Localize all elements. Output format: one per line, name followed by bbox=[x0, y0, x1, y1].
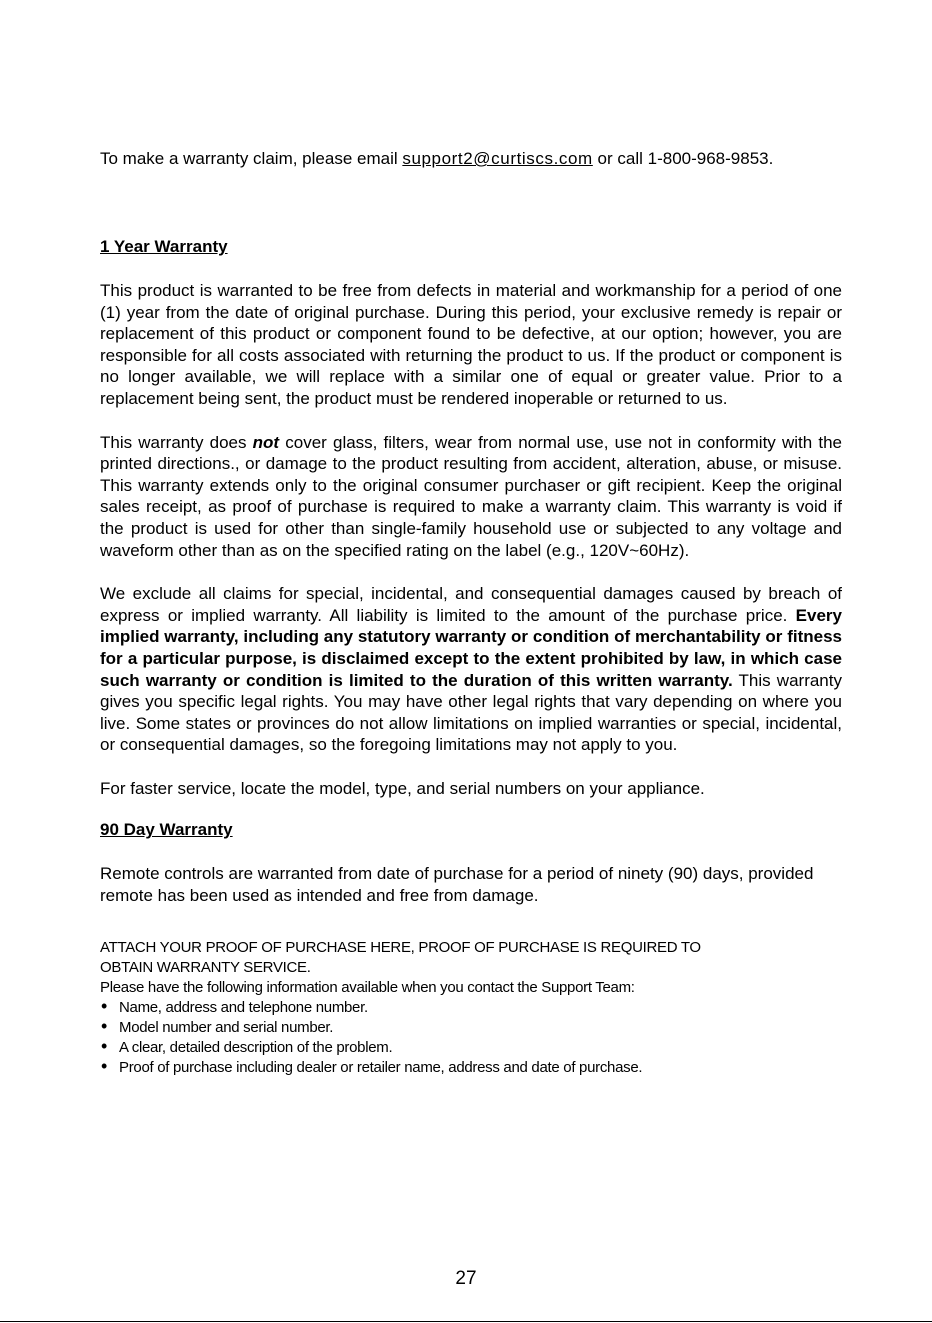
page-number: 27 bbox=[455, 1268, 477, 1289]
one-year-paragraph-2 bbox=[100, 432, 842, 562]
required-info-list bbox=[100, 998, 842, 1078]
warranty-contact-line bbox=[100, 148, 842, 170]
list-item: • A clear, detailed description of the problem. bbox=[100, 1038, 842, 1058]
list-item: • Model number and serial number. bbox=[100, 1018, 842, 1038]
contact-suffix: or call 1-800-968-9853. bbox=[592, 149, 774, 168]
para3-disclaimer-bold: Every implied warranty, including any statutory warranty or condition of merchantability or fitness for a particular purpose, is disclaimed except to the extent prohibited by law, in which case such warranty or condition is limited to the duration of this written warranty. bbox=[100, 605, 842, 690]
ninety-day-warranty-heading: 90 Day Warranty bbox=[100, 820, 233, 840]
para3-text-start: We exclude all claims for special, incidental, and consequential damages caused by breach of express or implied warranty. All liability is limited to the amount of the purchase price. bbox=[100, 584, 842, 625]
proof-of-purchase-block bbox=[100, 938, 842, 1078]
one-year-paragraph-3 bbox=[100, 583, 842, 756]
list-item: • Name, address and telephone number. bbox=[100, 998, 842, 1018]
support-email-link[interactable]: support2@curtiscs.com bbox=[402, 149, 593, 168]
para2-text-end: cover glass, filters, wear from normal use, use not in conformity with the printed directions., or damage to the product resulting from accident, alteration, abuse, or misuse. This warranty extends only to the original consumer purchaser or gift recipient. Keep the original sales receipt, as proof of purchase is required to make a warranty claim. This warranty is void if the product is used for other than single-family household use or subjected to any voltage and waveform other than as on the specified rating on the label (e.g., 120V~60Hz). bbox=[100, 432, 842, 560]
one-year-paragraph-4: For faster service, locate the model, type, and serial numbers on your appliance. bbox=[100, 778, 705, 798]
ninety-day-paragraph: Remote controls are warranted from date of purchase for a period of ninety (90) days, provided remote has been used as intended and free from damage. bbox=[100, 864, 814, 906]
para2-emphasis-not: not bbox=[252, 432, 280, 452]
one-year-warranty-heading: 1 Year Warranty bbox=[100, 237, 228, 256]
page-content bbox=[100, 148, 842, 1078]
attach-proof-line-1: ATTACH YOUR PROOF OF PURCHASE HERE, PROOF OF PURCHASE IS REQUIRED TO bbox=[100, 938, 701, 956]
contact-prefix: To make a warranty claim, please email bbox=[100, 149, 403, 168]
para2-text-start: This warranty does bbox=[100, 432, 253, 452]
support-team-intro: Please have the following information available when you contact the Support Team: bbox=[100, 978, 635, 996]
one-year-paragraph-1: This product is warranted to be free from defects in material and workmanship for a period of one (1) year from the date of original purchase. During this period, your exclusive remedy is repair or replacement of this product or component found to be defective, at our option; however, you are responsible for all costs associated with returning the product to us. If the product or component is no longer available, we will replace with a similar one of equal or greater value. Prior to a replacement being sent, the product must be rendered inoperable or returned to us. bbox=[100, 281, 842, 408]
para3-text-end: This warranty gives you specific legal rights. You may have other legal rights that vary depending on where you live. Some states or provinces do not allow limitations on implied warranties or special, incidental, or consequential damages, so the foregoing limitations may not apply to you. bbox=[100, 670, 842, 755]
attach-proof-line-2: OBTAIN WARRANTY SERVICE. bbox=[100, 958, 311, 976]
list-item: • Proof of purchase including dealer or retailer name, address and date of purchase. bbox=[100, 1058, 842, 1078]
bottom-divider bbox=[0, 1321, 932, 1322]
